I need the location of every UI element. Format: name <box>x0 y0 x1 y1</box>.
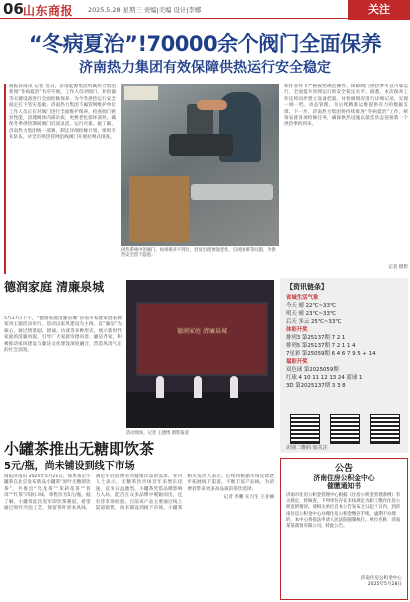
qr-caption: 识别二维码 加关注 <box>286 445 328 451</box>
lead-column-3-text: 和作业环节严格按照规范操作。保障阀门供热季可以可靠运行，全面提升管网运行的安全稳定水平。据悉，本次保养工作还将同步建立设备档案，对检修情况进行详细记录，实现一阀一档、动态管理，为后续精准运维提供有力的数据支撑。下一步，济南热力集团将持续推进“冬病夏治”工作，统筹安排各项检修任务，确保供热设施以最佳状态迎接新一个供热季的到来。 <box>284 84 408 128</box>
notice-body: 济南市住房公积金管理中心根据《住房公积金管理条例》有关规定，经核查，下列单位存在未按规定为职工缴存住房公积金的情况。请相关单位自本公告发布之日起十日内，到济南住房公积金中心办理住房公积金缴存手续。逾期不办理的，本中心将依法申请人民法院强制执行。单位名称：济南某某商贸有限公司。特此公告。 <box>286 493 401 530</box>
qr-code[interactable] <box>330 414 360 444</box>
qr-code[interactable] <box>370 414 400 444</box>
info-panel-body <box>286 294 404 390</box>
tea-subhead: 5元/瓶，尚未铺设到线下市场 <box>4 461 135 472</box>
pipe-flange <box>169 134 233 156</box>
stage-screen <box>136 302 268 376</box>
lead-column-3 <box>284 84 408 274</box>
sports-lottery-heading: 体彩开奖 <box>286 327 308 333</box>
event-stage-photo <box>126 280 274 428</box>
event-photo-caption: 活动现场。记者 王德博 摄影报道 <box>126 431 189 436</box>
lottery-line: 排列3 第25137期 7 2 1 <box>286 335 346 341</box>
photo-caption: 供热系统中的阀门，如果保养不到位，容易出现锈蚀老化、启闭困难等问题，为供热安全留下隐患。 <box>121 248 276 259</box>
worker-arm <box>197 100 227 110</box>
lead-byline: 记者 摄影 <box>388 265 408 270</box>
tea-article-text: 商报济南讯 2025年5月21日，如果茶企小罐茶在北京发布新品小罐茶“原叶无糖即饮茶”，共推出“乌龙茶”“茉莉花茶”“普洱”“红茶”四款口味，零售价为5元/瓶。据了解，小罐茶此次进军即饮茶赛道，希望通过原叶冷泡工艺，保留茶叶原本风味，满足年轻消费者对健康饮品的需求。业内人士表示，无糖茶饮市场近年来增长迅速，竞争日益激烈，小罐茶凭借品牌影响力入局，能否在众多品牌中脱颖而出，还有待市场检验。目前该产品主要通过线上渠道销售，尚未铺设到线下市场。小罐茶相关负责人表示，后续将根据市场反馈逐步拓展线下渠道，不断丰富产品线，为消费者带来更多高品质的茶饮选择。 <box>4 474 274 512</box>
weather-day-after: 后天 多云 25℃~33℃ <box>286 319 342 325</box>
lottery-line: 双色球 第2025059期 <box>286 367 339 373</box>
info-panel <box>280 278 408 453</box>
lottery-line: 排列5 第25137期 7 2 1 1 4 <box>286 343 356 349</box>
performer <box>156 376 164 398</box>
notice-box <box>280 458 408 600</box>
welfare-lottery-heading: 福彩开奖 <box>286 359 308 365</box>
steel-pipe <box>191 184 273 200</box>
tea-article-body <box>4 474 274 598</box>
photo-label-tag <box>124 86 158 100</box>
family-headline: 德润家庭 清廉泉城 <box>4 280 105 294</box>
stage-screen-text: 德润家庭 清廉泉城 <box>177 328 227 335</box>
newspaper-brand: 山东商报 <box>23 4 74 18</box>
family-article-body: 5月27日下午，“德润家庭清廉泉城”济南市家庭家庭家教家风主题活动举行。活动以家风建设为主线，以“廉洁”为核心，通过情景剧、朗诵、访谈等多种形式，展示新时代家庭的清廉风貌，引导广大家庭崇德向善、廉洁齐家，积极推动家风建设与廉洁文化建设深度融合，营造风清气正的社会氛围。 <box>4 316 122 354</box>
info-panel-title: 【资讯链条】 <box>286 283 328 291</box>
lead-column-1: 商报济南讯 记者 近日，济南能源集团所属热力集团新闻“冬病夏治”有序开展。工作人员对阀门、补偿器等关键设备进行全面检修保养，为今冬供热运行安全稳定打下坚实基础。济南热力集团下属管网维护单位工作人员正在对阀门进行全面维护保养，检查阀门密封性能，清理阀体内部杂质，更换老化损坏部件，确保冬季供热期间阀门启闭灵活、运行可靠。据了解，济南热力集团统一部署，制定详细检修计划，组织专业队伍，对全市供热管网沿线阀门开展拉网式排查。 <box>4 84 116 274</box>
performer <box>194 376 202 398</box>
lottery-line: 3D 第2025137期 3 3 8 <box>286 383 346 389</box>
valve-maintenance-photo <box>121 84 279 246</box>
weather-tomorrow: 明天 晴 23℃~33℃ <box>286 311 336 317</box>
tea-headline: 小罐茶推出无糖即饮茶 <box>4 440 155 458</box>
weather-heading: 省城生活气象 <box>286 295 319 301</box>
lottery-line: 7星彩 第25059期 6 4 6 7 9 5 + 14 <box>286 351 376 357</box>
qr-code[interactable] <box>290 414 320 444</box>
section-tag: 关注 <box>348 0 410 20</box>
tea-byline: 记者 李鹏 实习生 王亚楠 <box>223 495 274 501</box>
wooden-crate <box>129 176 189 242</box>
notice-org: 济南住房公积金中心 催缴通知书 <box>313 474 375 490</box>
notice-signature: 济南住房公积金中心 2025年5月28日 <box>360 576 402 587</box>
weather-today: 今天 晴 22℃~33℃ <box>286 303 336 309</box>
lead-headline: “冬病夏治”!70000余个阀门全面保养 <box>28 32 382 56</box>
notice-title: 公告 <box>334 464 353 474</box>
page-number: 06 <box>3 0 24 18</box>
issue-meta: 2025.5.28 星期三 责编|美编 设计|李娜 <box>88 6 202 14</box>
performer <box>230 376 238 398</box>
lottery-line: 红球 4 10 11 12 13 24 蓝球 1 <box>286 375 363 381</box>
lead-subhead: 济南热力集团有效保障供热运行安全稳定 <box>79 60 331 76</box>
